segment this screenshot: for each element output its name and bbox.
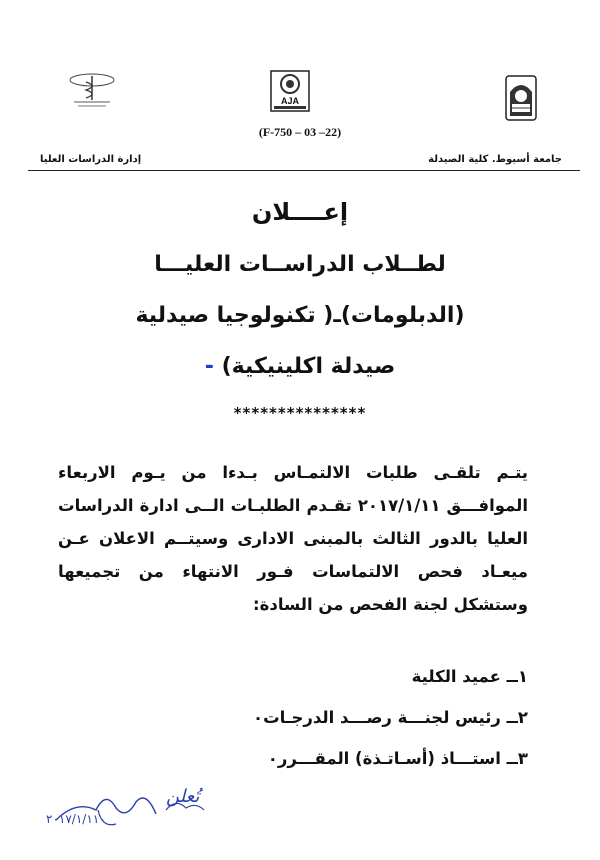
committee-item-1: ١ــ عميد الكلية (411, 667, 528, 686)
aja-accreditation-logo (270, 70, 310, 112)
handwritten-signature (36, 780, 256, 840)
program-line: (الدبلومات)ـ( تكنولوجيا صيدلية (135, 303, 465, 328)
committee-item-3: ٣ــ استـــاذ (أسـاتـذة) المقـــرر٠ (267, 749, 528, 768)
announcement-subtitle: لطــلاب الدراســات العليـــا (154, 252, 446, 277)
signature-date: ٢٠١٧/١/١١٠ (46, 812, 106, 826)
header-divider (28, 170, 580, 171)
star-divider: *************** (233, 404, 367, 422)
committee-item-2: ٢ــ رئيس لجنـــة رصـــد الدرجـات٠ (253, 708, 528, 727)
institution-name: جامعة أسيوط. كلية الصيدلة (428, 154, 562, 165)
blue-dash: - (204, 354, 214, 379)
signature-note: تُعلن (166, 786, 200, 807)
assiut-university-logo (496, 72, 546, 124)
department-name: إدارة الدراسات العليا (40, 154, 142, 165)
faculty-of-pharmacy-logo (64, 70, 120, 110)
announcement-body: يتـم تلقـى طلبات الالتمـاس بـدءا من يـوم الاربعاء الموافـــق ٢٠١٧/١/١١ تقـدم الطلبـات الــى ادارة الدراسات العليا بالدور الثالث بالمبنى الادارى وسيتــم الاعلان عـن ميعـاد فحص الالتماسات فـور الانتهاء من تجميعها وستشكل لجنة الفحص من السادة: (58, 463, 528, 614)
program-line-2 (0, 354, 600, 379)
program-line-2-text: صيدلة اكلينيكية) (221, 354, 396, 379)
aja-logo-text: AJA (280, 96, 300, 106)
announcement-heading: إعــــلان (251, 198, 349, 226)
form-code: (F-750 – 03 –22) (258, 125, 342, 139)
